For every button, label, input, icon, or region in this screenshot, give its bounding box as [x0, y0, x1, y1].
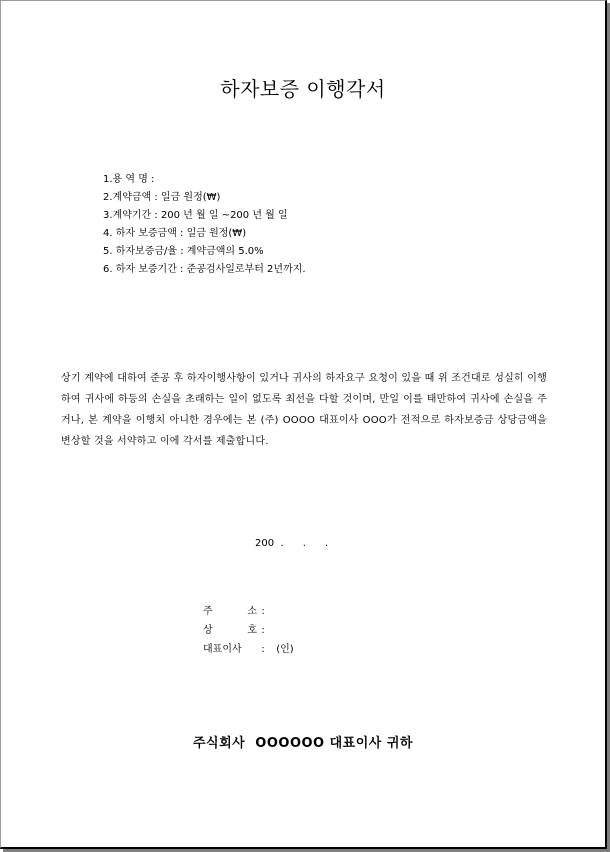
- document-title: 하자보증 이행각서: [220, 77, 386, 101]
- pledge-body-text: 상기 계약에 대하여 준공 후 하자이행사항이 있거나 귀사의 하자요구 요청이 있을 때 위 조건대로 성실히 이행하여 귀사에 하등의 손실을 초래하는 일이 없도록 최선을 다할 것이며, 만일 이를 태만하여 귀사에 손실을 주거나, 본 계약을 이행치 아니한 경우에는 본 (주) OOOO 대표이사 OOO가 전적으로 하자보증금 상당금액을 변상할 것을 서약하고 이에 각서를 제출합니다.: [61, 373, 547, 447]
- item-warranty-rate: 5. 하자보증금/율 : 계약금액의 5.0%: [103, 246, 264, 257]
- addressee-line: 주식회사 OOOOOO 대표이사 귀하: [193, 736, 413, 751]
- address-row: 주 소 :: [203, 602, 294, 621]
- document-date: 200 . . .: [255, 538, 329, 549]
- company-label: 상 호: [203, 625, 257, 636]
- item-warranty-amount: 4. 하자 보증금액 : 일금 원정(₩): [103, 228, 247, 239]
- item-contract-period: 3.계약기간 : 200 년 월 일 ~200 년 월 일: [103, 210, 288, 221]
- item-service-name: 1.용 역 명 :: [103, 174, 155, 185]
- ceo-label: 대표이사: [203, 644, 242, 655]
- item-contract-amount: 2.계약금액 : 일금 원정(₩): [103, 192, 221, 203]
- item-warranty-period: 6. 하자 보증기간 : 준공검사일로부터 2년까지.: [103, 264, 306, 275]
- ceo-row: 대표이사 : (인): [203, 640, 294, 659]
- contract-items-list: [103, 171, 306, 279]
- signature-block: [203, 602, 294, 659]
- address-label: 주 소: [203, 606, 257, 617]
- seal-mark: (인): [276, 644, 294, 655]
- company-row: 상 호 :: [203, 621, 294, 640]
